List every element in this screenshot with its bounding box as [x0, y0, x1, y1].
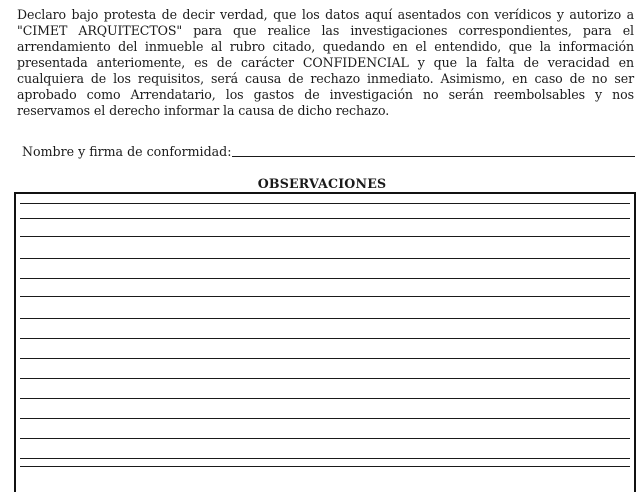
signature-line[interactable]: [232, 155, 635, 157]
observation-line[interactable]: [20, 418, 630, 419]
observation-line[interactable]: [20, 203, 630, 204]
observation-line[interactable]: [20, 236, 630, 237]
observations-box[interactable]: [14, 192, 636, 492]
observation-line[interactable]: [20, 398, 630, 399]
declaration-paragraph: Declaro bajo protesta de decir verdad, que los datos aquí asentados con verídicos y autorizo a "CIMET ARQUITECTOS" para que realice las investigaciones correspondientes, para el arrendamiento del inmueble al rubro citado, quedando en el entendido, que la información presentada anteriomente, es de carácter CONFIDENCIAL y que la falta de veracidad en cualquiera de los requisitos, será causa de rechazo inmediato. Asimismo, en caso de no ser aprobado como Arrendatario, los gastos de investigación no serán reembolsables y nos reservamos el derecho informar la causa de dicho rechazo.: [17, 7, 634, 118]
observation-line[interactable]: [20, 218, 630, 219]
observation-line[interactable]: [20, 438, 630, 439]
observation-line[interactable]: [20, 378, 630, 379]
observation-line[interactable]: [20, 358, 630, 359]
observation-line[interactable]: [20, 318, 630, 319]
observation-line[interactable]: [20, 278, 630, 279]
observations-title: OBSERVACIONES: [257, 176, 387, 191]
observation-line[interactable]: [20, 258, 630, 259]
signature-label: Nombre y firma de conformidad:: [22, 144, 232, 159]
observation-line[interactable]: [20, 338, 630, 339]
observation-line[interactable]: [20, 458, 630, 459]
observation-line[interactable]: [20, 466, 630, 467]
signature-row: [22, 142, 635, 160]
observation-line[interactable]: [20, 296, 630, 297]
